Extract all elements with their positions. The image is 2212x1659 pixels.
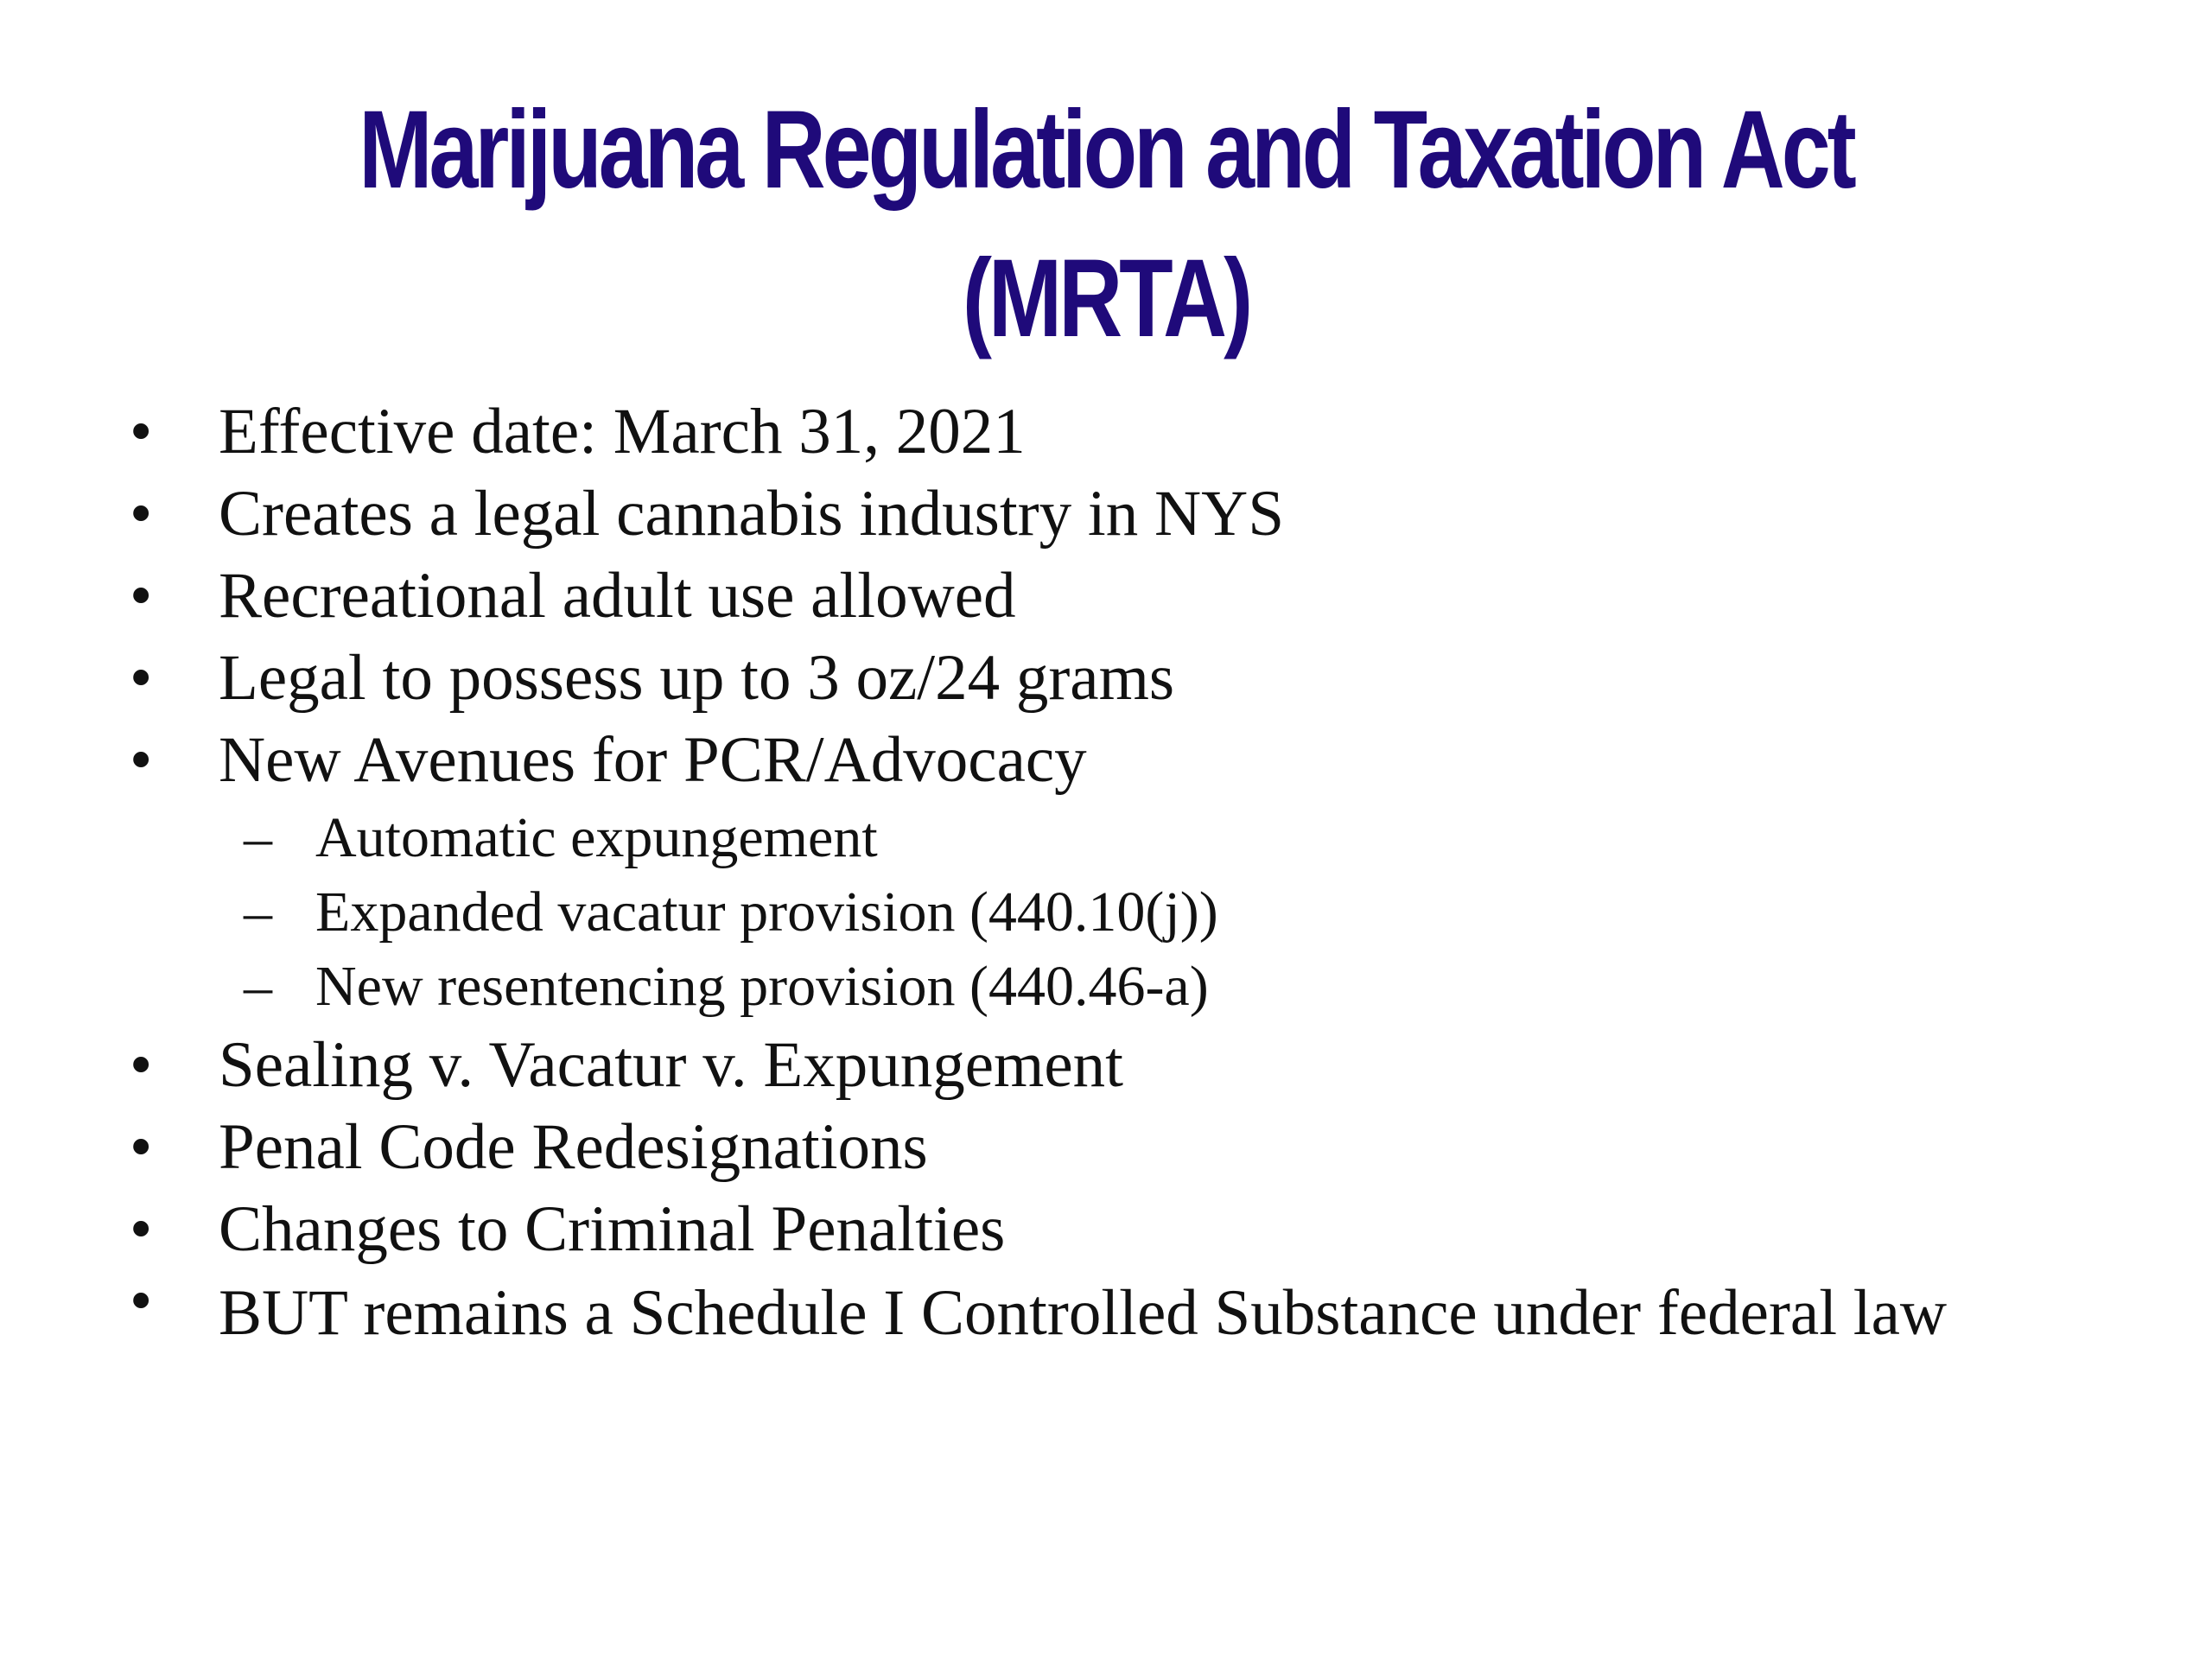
dash-icon: – — [244, 880, 272, 944]
bullet-text: Effective date: March 31, 2021 — [219, 396, 1026, 467]
bullet-list — [130, 391, 2117, 1349]
sub-bullet-text: Expanded vacatur provision (440.10(j)) — [315, 880, 1218, 944]
bullet-dot-icon: • — [130, 396, 153, 467]
bullet-text: New Avenues for PCR/Advocacy — [219, 724, 1087, 796]
sub-bullet-expanded-vacatur — [130, 875, 2117, 950]
bullet-dot-icon: • — [130, 1265, 153, 1337]
sub-bullet-resentencing — [130, 950, 2117, 1024]
bullet-text: Legal to possess up to 3 oz/24 grams — [219, 642, 1175, 714]
title-line-2: (MRTA) — [962, 237, 1250, 360]
bullet-item-new-avenues — [130, 719, 2117, 801]
bullet-item-penal-code — [130, 1106, 2117, 1188]
bullet-item-criminal-penalties — [130, 1188, 2117, 1270]
sub-bullet-text: New resentencing provision (440.46-a) — [315, 955, 1209, 1018]
bullet-item-legal-industry — [130, 473, 2117, 555]
bullet-dot-icon: • — [130, 1111, 153, 1183]
bullet-item-possession-limit — [130, 637, 2117, 719]
bullet-text: Recreational adult use allowed — [219, 560, 1016, 632]
bullet-dot-icon: • — [130, 1029, 153, 1101]
bullet-text: Penal Code Redesignations — [219, 1111, 928, 1183]
bullet-item-effective-date — [130, 391, 2117, 473]
dash-icon: – — [244, 806, 272, 869]
bullet-item-federal-law — [130, 1265, 2117, 1349]
bullet-dot-icon: • — [130, 724, 153, 796]
bullet-text: Sealing v. Vacatur v. Expungement — [219, 1029, 1123, 1101]
bullet-dot-icon: • — [130, 478, 153, 550]
dash-icon: – — [244, 955, 272, 1018]
bullet-text: BUT remains a Schedule I Controlled Substance under federal law — [219, 1277, 1948, 1349]
bullet-dot-icon: • — [130, 642, 153, 714]
sub-bullet-text: Automatic expungement — [315, 806, 878, 869]
bullet-text: Creates a legal cannabis industry in NYS — [219, 478, 1285, 550]
bullet-item-recreational-use — [130, 555, 2117, 637]
sub-bullet-automatic-expungement — [130, 801, 2117, 875]
bullet-dot-icon: • — [130, 560, 153, 632]
title-line-1: Marijuana Regulation and Taxation Act — [359, 88, 1853, 212]
bullet-item-sealing-vacatur-expungement — [130, 1024, 2117, 1106]
bullet-dot-icon: • — [130, 1193, 153, 1265]
bullet-text: Changes to Criminal Penalties — [219, 1193, 1006, 1265]
slide-title — [221, 76, 1991, 373]
